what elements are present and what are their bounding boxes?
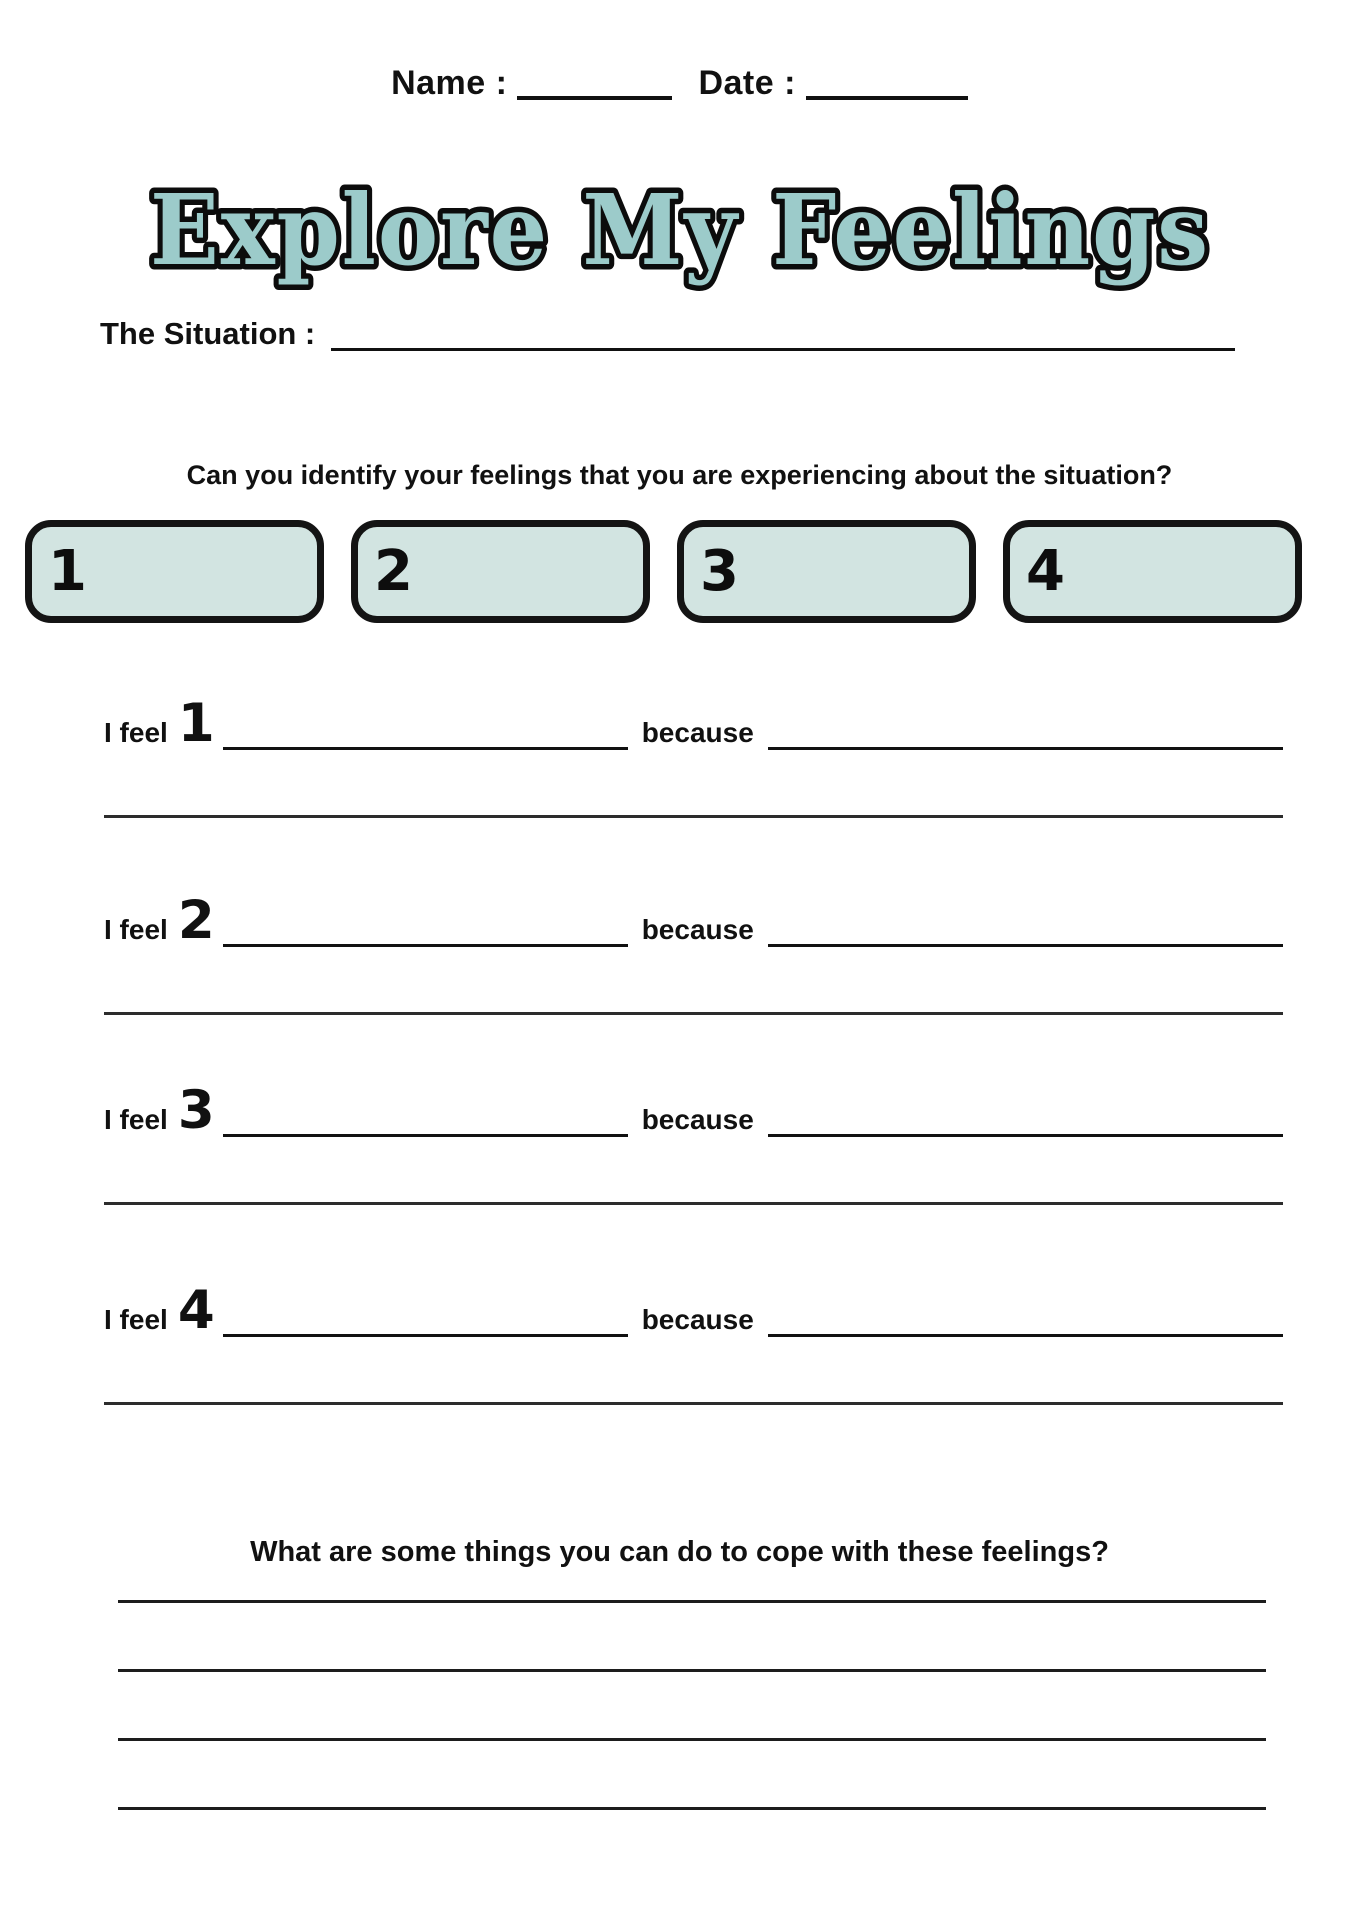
feel-number-1: 1 [177,693,215,754]
feeling-boxes-row [25,520,1302,623]
feel-blank-2b[interactable] [768,934,1283,947]
coping-write-line-2[interactable] [118,1669,1266,1672]
feeling-box-2-number: 2 [374,538,413,604]
feel-row-4 [104,1281,1283,1405]
because-label-4: because [641,1304,754,1335]
feel-prefix-3: I feel [104,1104,168,1135]
feel-number-3: 3 [177,1080,215,1141]
feeling-box-3[interactable] [677,520,976,623]
feel-row-1 [104,694,1283,818]
situation-label: The Situation : [100,316,316,351]
situation-row [100,318,1235,351]
date-blank-field[interactable] [806,62,968,100]
feel-blank-2a[interactable] [223,934,628,947]
feel-row-2 [104,891,1283,1015]
name-blank-field[interactable] [517,62,672,100]
feel-blank-4b[interactable] [768,1324,1283,1337]
title-svg [80,146,1280,311]
date-label: Date : [698,64,796,102]
feel-blank-1b[interactable] [768,737,1283,750]
feel-number-4: 4 [177,1280,215,1341]
feel-prefix-4: I feel [104,1304,168,1335]
feel-continuation-line-2[interactable] [104,1012,1283,1015]
feel-blank-1a[interactable] [223,737,628,750]
feeling-box-4[interactable] [1003,520,1302,623]
identify-feelings-question: Can you identify your feelings that you are experiencing about the situation? [186,460,1173,490]
coping-write-line-4[interactable] [118,1807,1266,1810]
because-label-2: because [641,914,754,945]
coping-write-line-1[interactable] [118,1600,1266,1603]
feel-continuation-line-4[interactable] [104,1402,1283,1405]
coping-write-line-3[interactable] [118,1738,1266,1741]
page-title: Explore My Feelings [149,173,1210,287]
feel-prefix-1: I feel [104,717,168,748]
feel-continuation-line-3[interactable] [104,1202,1283,1205]
feeling-box-1[interactable] [25,520,324,623]
name-label: Name : [391,64,508,102]
feel-blank-4a[interactable] [223,1324,628,1337]
because-label-3: because [641,1104,754,1135]
coping-lines-section [118,1600,1266,1876]
feeling-box-4-number: 4 [1026,538,1065,604]
situation-blank-field[interactable] [331,318,1235,351]
feel-prefix-2: I feel [104,914,168,945]
feel-blank-3b[interactable] [768,1124,1283,1137]
feeling-box-3-number: 3 [700,538,739,604]
feeling-box-1-number: 1 [48,538,87,604]
title-wordart [0,146,1359,311]
coping-question: What are some things you can do to cope with these feelings? [250,1536,1109,1568]
because-label-1: because [641,717,754,748]
feeling-box-2[interactable] [351,520,650,623]
feel-row-3 [104,1081,1283,1205]
feel-blank-3a[interactable] [223,1124,628,1137]
name-date-header [0,62,1359,100]
feel-number-2: 2 [177,890,215,951]
feel-continuation-line-1[interactable] [104,815,1283,818]
